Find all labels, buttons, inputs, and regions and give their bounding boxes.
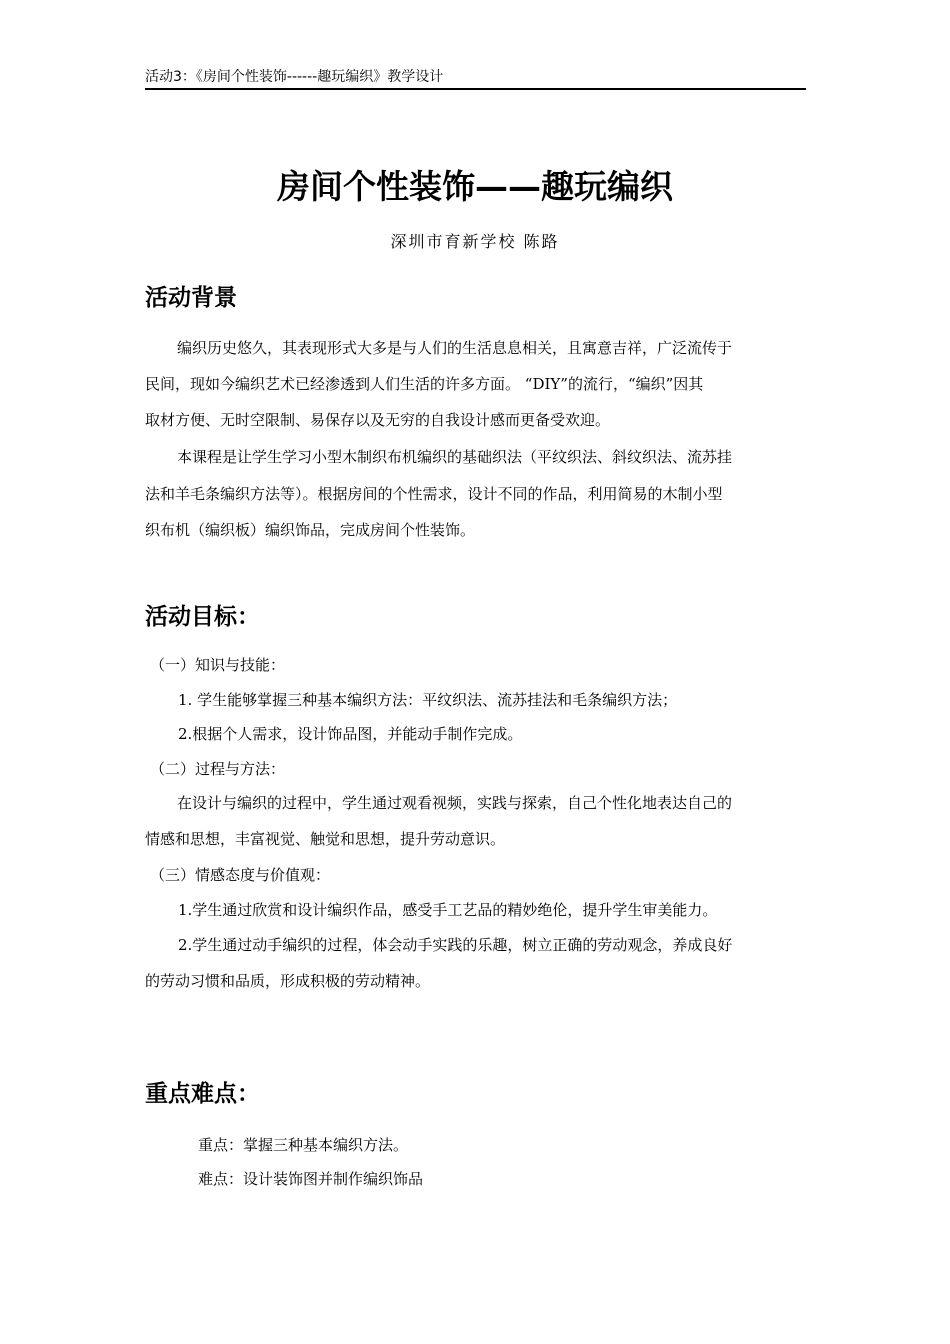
- background-line-1: 编织历史悠久，其表现形式大多是与人们的生活息息相关，且寓意吉祥，广泛流传于: [177, 339, 733, 357]
- goals-s3-item-1: 1.学生通过欣赏和设计编织作品，感受手工艺品的精妙绝伦，提升学生审美能力。: [178, 901, 718, 919]
- goals-s3-item-2: 2.学生通过动手编织的过程，体会动手实践的乐趣，树立正确的劳动观念，养成良好: [178, 936, 733, 954]
- goals-s2-line-1: 在设计与编织的过程中，学生通过观看视频，实践与探索，自己个性化地表达自己的: [177, 794, 733, 812]
- key-focus: 重点：掌握三种基本编织方法。: [198, 1136, 409, 1154]
- goals-s2-line-2: 情感和思想，丰富视觉、触觉和思想，提升劳动意识。: [145, 830, 506, 848]
- document-title: 房间个性装饰——趣玩编织: [277, 167, 673, 206]
- page-header: 活动3：《房间个性装饰------趣玩编织》教学设计: [145, 66, 806, 90]
- goals-s3-item-2-cont: 的劳动习惯和品质，形成积极的劳动精神。: [145, 972, 431, 990]
- background-line-4: 本课程是让学生学习小型木制织布机编织的基础织法（平纹织法、斜纹织法、流苏挂: [177, 448, 733, 466]
- author-line: 深圳市育新学校 陈路: [390, 232, 560, 251]
- background-line-3: 取材方便、无时空限制、易保存以及无穷的自我设计感而更备受欢迎。: [145, 411, 611, 429]
- background-line-2: 民间，现如今编织艺术已经渗透到人们生活的许多方面。 “DIY”的流行，“编织”因其: [145, 375, 704, 393]
- heading-background: 活动背景: [145, 285, 237, 311]
- goals-section-2: （二）过程与方法：: [150, 760, 286, 778]
- heading-key-points: 重点难点：: [145, 1081, 260, 1107]
- goals-section-1: （一）知识与技能：: [150, 656, 286, 674]
- goals-section-3: （三）情感态度与价值观：: [150, 866, 331, 884]
- goals-s1-item-1: 1. 学生能够掌握三种基本编织方法：平纹织法、流苏挂法和毛条编织方法；: [178, 691, 678, 709]
- goals-s1-item-2: 2.根据个人需求，设计饰品图，并能动手制作完成。: [178, 725, 523, 743]
- background-line-6: 织布机（编织板）编织饰品，完成房间个性装饰。: [145, 521, 476, 539]
- key-difficulty: 难点：设计装饰图并制作编织饰品: [198, 1170, 424, 1188]
- background-line-5: 法和羊毛条编织方法等）。根据房间的个性需求，设计不同的作品，利用简易的木制小型: [145, 485, 723, 503]
- heading-goals: 活动目标：: [145, 604, 260, 630]
